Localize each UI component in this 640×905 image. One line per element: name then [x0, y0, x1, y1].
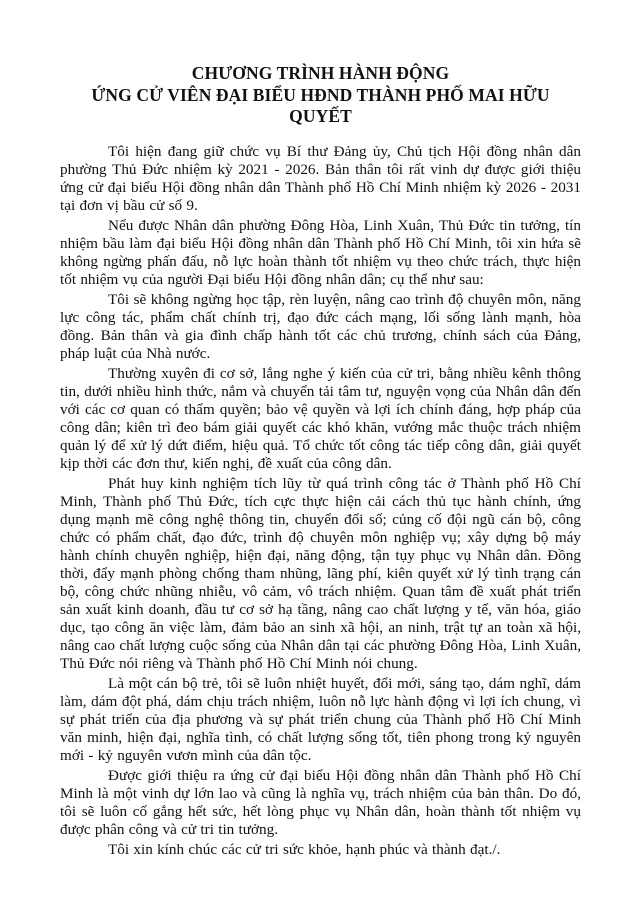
- paragraph-promise: Nếu được Nhân dân phường Đông Hòa, Linh Xuân, Thủ Đức tin tưởng, tín nhiệm bầu làm đại biểu Hội đồng nhân dân Thành phố Hồ Chí Minh, tôi xin hứa sẽ không ngừng phấn đấu, nỗ lực hoàn thành tốt nhiệm vụ theo chức trách, thực hiện tốt nhiệm vụ của người Đại biểu Hội đồng nhân dân; cụ thể như sau:: [60, 216, 581, 288]
- paragraph-young-cadre: Là một cán bộ trẻ, tôi sẽ luôn nhiệt huyết, đổi mới, sáng tạo, dám nghĩ, dám làm, dám đột phá, dám chịu trách nhiệm, luôn nỗ lực hành động vì lợi ích chung, vì sự phát triển của địa phương và sự phát triển chung của Thành phố Hồ Chí Minh văn minh, hiện đại, nghĩa tình, có chất lượng sống tốt, tiên phong trong kỷ nguyên mới - kỷ nguyên vươn mình của dân tộc.: [60, 674, 581, 764]
- paragraph-voter-engagement: Thường xuyên đi cơ sở, lắng nghe ý kiến của cử tri, bằng nhiều kênh thông tin, dưới nhiều hình thức, nắm và chuyển tải tâm tư, nguyện vọng của Nhân dân đến với các cơ quan có thẩm quyền; bảo vệ quyền và lợi ích chính đáng, hợp pháp của công dân; kiên trì đeo bám giải quyết các khó khăn, vướng mắc thuộc trách nhiệm quản lý để xử lý dứt điểm, hiệu quả. Tổ chức tốt công tác tiếp công dân, giải quyết kịp thời các đơn thư, kiến nghị, đề xuất của công dân.: [60, 364, 581, 472]
- document-title-line-1: CHƯƠNG TRÌNH HÀNH ĐỘNG: [191, 63, 450, 83]
- document-body: [60, 143, 581, 859]
- document-title-line-2: ỨNG CỬ VIÊN ĐẠI BIỂU HĐND THÀNH PHỐ MAI HỮU QUYẾT: [91, 84, 550, 126]
- paragraph-self-improvement: Tôi sẽ không ngừng học tập, rèn luyện, nâng cao trình độ chuyên môn, năng lực công tác, phẩm chất chính trị, đạo đức cách mạng, lối sống lành mạnh, hòa đồng. Bản thân và gia đình chấp hành tốt các chủ trương, chính sách của Đảng, pháp luật của Nhà nước.: [60, 290, 581, 362]
- paragraph-closing-wish: Tôi xin kính chúc các cử tri sức khỏe, hạnh phúc và thành đạt./.: [108, 840, 501, 858]
- document-title: [60, 63, 581, 128]
- paragraph-intro-position: Tôi hiện đang giữ chức vụ Bí thư Đảng ủy, Chủ tịch Hội đồng nhân dân phường Thủ Đức nhiệm kỳ 2021 - 2026. Bản thân tôi rất vinh dự được giới thiệu ứng cử đại biểu Hội đồng nhân dân Thành phố Hồ Chí Minh nhiệm kỳ 2026 - 2031 tại đơn vị bầu cử số 9.: [60, 142, 581, 214]
- paragraph-administration-reform: Phát huy kinh nghiệm tích lũy từ quá trình công tác ở Thành phố Hồ Chí Minh, Thành phố Thủ Đức, tích cực thực hiện cải cách thủ tục hành chính, ứng dụng mạnh mẽ công nghệ thông tin, chuyển đổi số; củng cố đội ngũ cán bộ, công chức có phẩm chất, đạo đức, trình độ chuyên môn nghiệp vụ; xây dựng bộ máy hành chính chuyên nghiệp, hiện đại, năng động, tận tụy phục vụ Nhân dân. Đồng thời, đẩy mạnh phòng chống tham nhũng, lãng phí, kiên quyết xử lý tình trạng cán bộ, công chức nhũng nhiễu, vô cảm, vô trách nhiệm. Quan tâm đề xuất phát triển sản xuất kinh doanh, đầu tư cơ sở hạ tầng, nâng cao chất lượng y tế, văn hóa, giáo dục, tạo công ăn việc làm, đảm bảo an sinh xã hội, an ninh, trật tự an toàn xã hội, nâng cao chất lượng cuộc sống của Nhân dân tại các phường Đông Hòa, Linh Xuân, Thủ Đức nói riêng và Thành phố Hồ Chí Minh nói chung.: [60, 474, 581, 672]
- paragraph-honor-duty: Được giới thiệu ra ứng cử đại biểu Hội đồng nhân dân Thành phố Hồ Chí Minh là một vinh dự lớn lao và cũng là nghĩa vụ, trách nhiệm của bản thân. Do đó, tôi sẽ luôn cố gắng hết sức, hết lòng phục vụ Nhân dân, hoàn thành tốt nhiệm vụ được phân công và cử tri tin tưởng.: [60, 766, 581, 838]
